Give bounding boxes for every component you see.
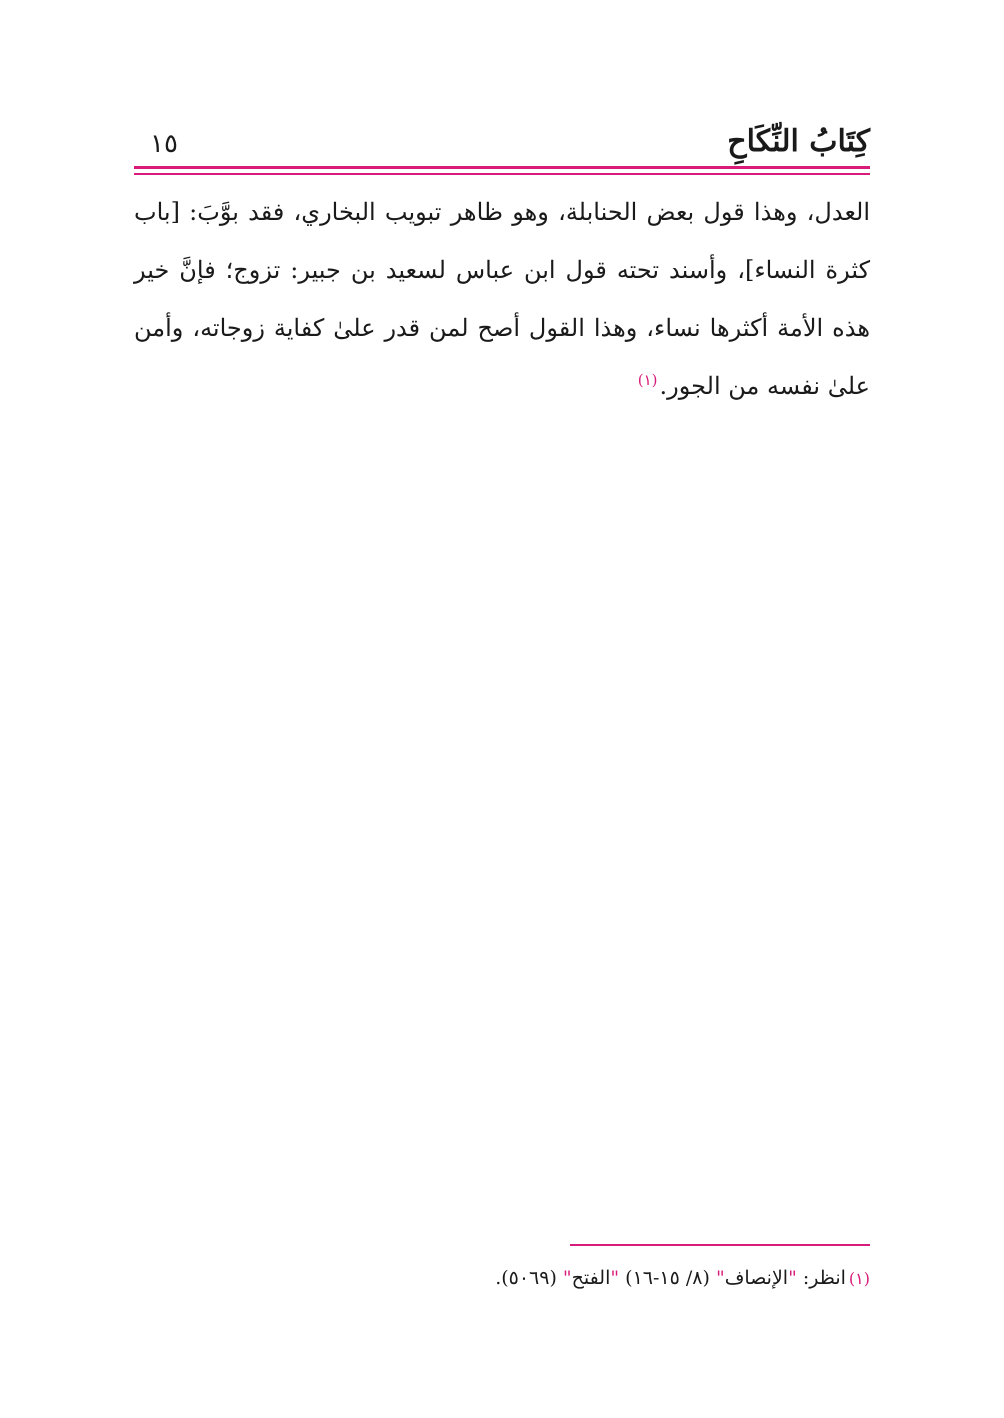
footnote-ref-1: (٨/ ١٥-١٦) — [619, 1267, 716, 1289]
footnote-source-1: الإنصاف — [724, 1267, 789, 1289]
footnote-source-2: الفتح — [571, 1267, 611, 1289]
footnote — [170, 1261, 870, 1296]
body-text: العدل، وهذا قول بعض الحنابلة، وهو ظاهر تبويب البخاري، فقد بوَّبَ: [باب كثرة النساء]، وأسند تحته قول ابن عباس لسعيد بن جبير: تزوج؛ فإنَّ خير هذه الأمة أكثرها نساء، وهذا القول أصح لمن قدر علىٰ كفاية زوجاته، وأمن علىٰ نفسه من الجور. — [134, 198, 871, 400]
open-quote-2: " — [610, 1267, 620, 1289]
running-header-title: كِتَابُ النِّكَاحِ — [727, 124, 870, 159]
footnote-marker: (١) — [848, 1269, 870, 1288]
footnote-ref-2: (٥٠٦٩). — [495, 1267, 563, 1289]
header-rule-thin — [134, 173, 870, 175]
close-quote: " — [715, 1267, 725, 1289]
header-rule-thick — [134, 166, 870, 169]
close-quote-2: " — [562, 1267, 572, 1289]
body-paragraph — [134, 183, 870, 415]
page-number: ١٥ — [150, 129, 178, 159]
footnote-reference[interactable]: (١) — [637, 371, 658, 389]
footnote-separator — [570, 1244, 870, 1246]
footnote-prefix: انظر: — [796, 1267, 846, 1289]
open-quote: " — [788, 1267, 797, 1289]
